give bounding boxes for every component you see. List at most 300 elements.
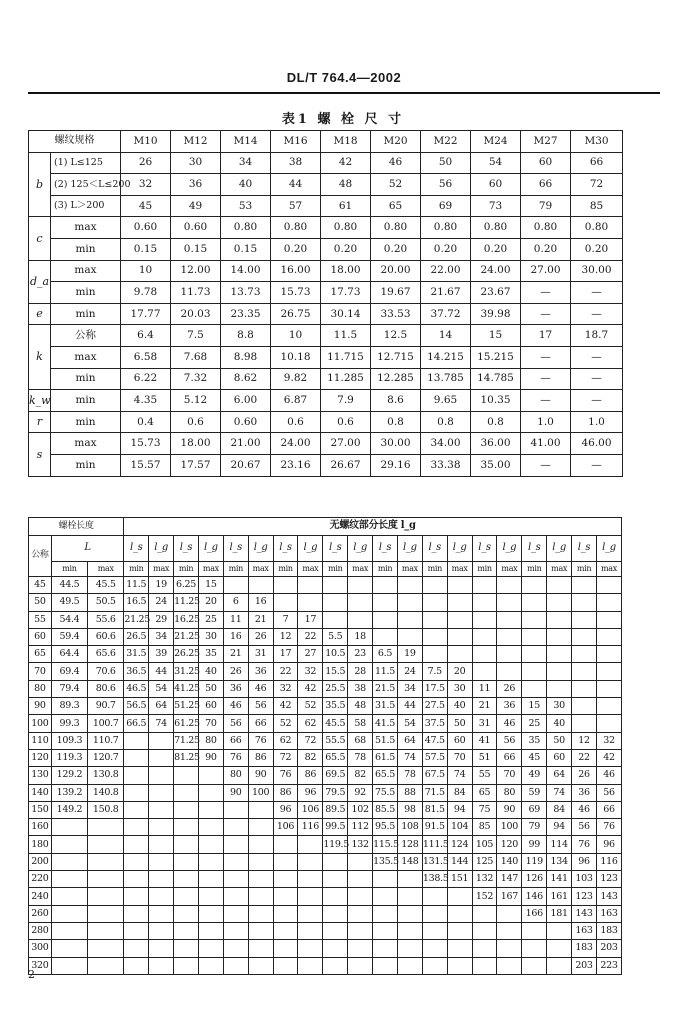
length-value [547, 577, 572, 594]
length-value: 46 [223, 698, 248, 715]
length-value: 57.5 [422, 749, 447, 766]
length-value: 29 [149, 611, 174, 628]
length-value: 123 [596, 871, 621, 888]
lg-label: l_g [149, 536, 174, 562]
length-value [422, 577, 447, 594]
length-value [124, 905, 149, 922]
dim-value: 21.67 [421, 282, 471, 304]
dim-value: 54 [471, 152, 521, 174]
length-value: 138.5 [422, 871, 447, 888]
length-value: 59.4 [51, 628, 87, 645]
length-value [323, 888, 348, 905]
nominal-length: 200 [29, 853, 52, 870]
dim-value: 12.285 [371, 368, 421, 390]
length-value [248, 922, 273, 939]
dim-value: 0.80 [421, 217, 471, 239]
length-value: 56 [572, 819, 597, 836]
length-value: 5.5 [323, 628, 348, 645]
length-value [397, 628, 422, 645]
length-value: 203 [572, 957, 597, 974]
length-value: 109.3 [51, 732, 87, 749]
length-value: 25.5 [323, 680, 348, 697]
length-value: 147 [497, 871, 522, 888]
length-value: 81.5 [422, 801, 447, 818]
length-value [198, 819, 223, 836]
lg-label: l_g [596, 536, 621, 562]
dim-value: 0.60 [171, 217, 221, 239]
length-value [323, 611, 348, 628]
length-value: 143 [572, 905, 597, 922]
length-value [547, 628, 572, 645]
dim-value: 65 [371, 195, 421, 217]
length-value: 22 [572, 749, 597, 766]
dim-value: 0.80 [321, 217, 371, 239]
param-qualifier: max [51, 346, 121, 368]
max-label: max [497, 562, 522, 577]
nominal-length: 50 [29, 594, 52, 611]
length-value [149, 922, 174, 939]
length-value [547, 594, 572, 611]
length-value: 38 [348, 680, 373, 697]
length-value [397, 922, 422, 939]
length-value: 11.5 [373, 663, 398, 680]
max-label: max [547, 562, 572, 577]
length-value [572, 680, 597, 697]
spec-label: 螺纹规格 [29, 131, 121, 153]
dim-value: 15 [471, 325, 521, 347]
length-value: 99.3 [51, 715, 87, 732]
length-value: 150.8 [88, 801, 124, 818]
length-value [273, 957, 298, 974]
length-value: 25 [198, 611, 223, 628]
length-value: 12 [572, 732, 597, 749]
length-value: 86 [298, 767, 323, 784]
length-value: 49.5 [51, 594, 87, 611]
length-value [422, 628, 447, 645]
length-value: 70 [198, 715, 223, 732]
length-value [198, 940, 223, 957]
length-value [124, 732, 149, 749]
length-value: 55 [472, 767, 497, 784]
length-value [572, 698, 597, 715]
length-value: 45.5 [323, 715, 348, 732]
length-value [198, 922, 223, 939]
length-value [397, 871, 422, 888]
dim-value: 24.00 [271, 433, 321, 455]
dim-value: 45 [121, 195, 171, 217]
length-value: 15 [522, 698, 547, 715]
length-value [149, 940, 174, 957]
ls-label: l_s [174, 536, 199, 562]
length-value: 11.5 [124, 577, 149, 594]
length-row [29, 819, 622, 836]
dim-value: 14 [421, 325, 471, 347]
length-value [174, 922, 199, 939]
length-value: 54.4 [51, 611, 87, 628]
length-value: 64 [547, 767, 572, 784]
length-value: 75.5 [373, 784, 398, 801]
length-value: 90 [198, 749, 223, 766]
ls-label: l_s [223, 536, 248, 562]
length-value: 54 [149, 680, 174, 697]
length-value: 46 [248, 680, 273, 697]
length-value: 65.5 [373, 767, 398, 784]
length-value: 129.2 [51, 767, 87, 784]
length-value [88, 940, 124, 957]
size-header: M16 [271, 131, 321, 153]
dim-value: 8.98 [221, 346, 271, 368]
length-value: 56 [497, 732, 522, 749]
dim-value: 69 [421, 195, 471, 217]
length-value [596, 577, 621, 594]
max-label: max [248, 562, 273, 577]
length-value: 45.5 [88, 577, 124, 594]
dim-value: 35.00 [471, 454, 521, 476]
length-row [29, 680, 622, 697]
min-label: min [273, 562, 298, 577]
length-value [149, 836, 174, 853]
length-value: 82 [298, 749, 323, 766]
dim-value: 56 [421, 174, 471, 196]
length-value: 7 [273, 611, 298, 628]
dim-value: 10.35 [471, 390, 521, 412]
size-header: M22 [421, 131, 471, 153]
length-value [348, 905, 373, 922]
length-value: 58 [348, 715, 373, 732]
dim-value: 5.12 [171, 390, 221, 412]
length-value: 76 [273, 767, 298, 784]
length-value: 26 [497, 680, 522, 697]
length-value: 139.2 [51, 784, 87, 801]
length-value [472, 957, 497, 974]
length-value: 66 [248, 715, 273, 732]
dim-value: 9.82 [271, 368, 321, 390]
length-value: 31.5 [124, 646, 149, 663]
length-value [373, 594, 398, 611]
length-value: 64 [397, 732, 422, 749]
nominal-length: 45 [29, 577, 52, 594]
dim-row [29, 390, 623, 412]
dim-value: 14.215 [421, 346, 471, 368]
length-value: 74 [547, 784, 572, 801]
length-value [51, 888, 87, 905]
length-value: 92 [348, 784, 373, 801]
nominal-length: 180 [29, 836, 52, 853]
length-value: 66 [223, 732, 248, 749]
dim-row [29, 195, 623, 217]
length-value: 30 [198, 628, 223, 645]
dim-row [29, 325, 623, 347]
length-value: 124 [447, 836, 472, 853]
length-value: 111.5 [422, 836, 447, 853]
length-value: 85.5 [373, 801, 398, 818]
max-label: max [348, 562, 373, 577]
dim-value: 33.53 [371, 303, 421, 325]
length-value [51, 957, 87, 974]
length-value [198, 836, 223, 853]
nominal-length: 100 [29, 715, 52, 732]
dim-value: 0.60 [121, 217, 171, 239]
length-value [298, 594, 323, 611]
dim-row [29, 174, 623, 196]
length-value: 42 [298, 680, 323, 697]
length-value: 135.5 [373, 853, 398, 870]
length-value [273, 940, 298, 957]
length-value: 90 [497, 801, 522, 818]
param-symbol: s [29, 433, 51, 476]
length-value: 128 [397, 836, 422, 853]
nominal-length: 120 [29, 749, 52, 766]
L-label: L [51, 536, 124, 562]
length-value [447, 628, 472, 645]
length-value [198, 905, 223, 922]
dim-value: — [571, 390, 623, 412]
dim-value: 15.73 [271, 282, 321, 304]
lg-label: l_g [248, 536, 273, 562]
length-value: 66.5 [124, 715, 149, 732]
length-value [149, 871, 174, 888]
length-value: 140 [497, 853, 522, 870]
length-value: 99 [522, 836, 547, 853]
length-value: 25 [522, 715, 547, 732]
length-value: 76 [223, 749, 248, 766]
length-row [29, 646, 622, 663]
length-value: 52 [273, 715, 298, 732]
length-value [124, 784, 149, 801]
length-value: 183 [572, 940, 597, 957]
length-value: 18 [348, 628, 373, 645]
length-value: 40 [447, 698, 472, 715]
length-value [223, 888, 248, 905]
param-qualifier: max [51, 433, 121, 455]
length-value: 61.5 [373, 749, 398, 766]
length-value: 36 [248, 663, 273, 680]
dim-value: 73 [471, 195, 521, 217]
length-value: 123 [572, 888, 597, 905]
length-value [397, 611, 422, 628]
dim-value: 15.215 [471, 346, 521, 368]
length-value: 71.25 [174, 732, 199, 749]
length-value [273, 836, 298, 853]
length-value [572, 715, 597, 732]
length-row [29, 732, 622, 749]
dim-value: 72 [571, 174, 623, 196]
length-value: 45 [522, 749, 547, 766]
nominal-length: 300 [29, 940, 52, 957]
length-value: 96 [572, 853, 597, 870]
lg-label: l_g [348, 536, 373, 562]
length-value [596, 628, 621, 645]
length-value [522, 957, 547, 974]
length-value [596, 594, 621, 611]
length-value: 125 [472, 853, 497, 870]
dim-value: 36 [171, 174, 221, 196]
length-row [29, 698, 622, 715]
length-value [88, 871, 124, 888]
dim-value: — [571, 282, 623, 304]
dim-value: — [521, 368, 571, 390]
dim-value: 0.6 [171, 411, 221, 433]
length-value [373, 577, 398, 594]
dim-value: 17 [521, 325, 571, 347]
length-value: 40 [547, 715, 572, 732]
length-value: 21 [248, 611, 273, 628]
length-value [547, 680, 572, 697]
dim-value: 12.5 [371, 325, 421, 347]
length-value [198, 957, 223, 974]
length-value: 50.5 [88, 594, 124, 611]
dim-value: 49 [171, 195, 221, 217]
unthreaded-length-label: 无螺纹部分长度 l_g [124, 518, 622, 536]
param-symbol: d_a [29, 260, 51, 303]
length-value: 94 [447, 801, 472, 818]
dim-value: 11.5 [321, 325, 371, 347]
length-value [522, 646, 547, 663]
length-value [124, 871, 149, 888]
length-value [124, 767, 149, 784]
length-value [174, 905, 199, 922]
dim-value: 27.00 [521, 260, 571, 282]
dim-value: 0.15 [221, 238, 271, 260]
length-value [298, 871, 323, 888]
dim-value: 0.20 [421, 238, 471, 260]
length-value: 16.5 [124, 594, 149, 611]
dim-value: 7.9 [321, 390, 371, 412]
dim-value: 66 [521, 174, 571, 196]
length-value [497, 922, 522, 939]
length-value: 12 [273, 628, 298, 645]
length-value: 114 [547, 836, 572, 853]
length-value [223, 853, 248, 870]
dim-value: 23.16 [271, 454, 321, 476]
length-value [298, 853, 323, 870]
dim-value: 46 [371, 152, 421, 174]
dim-value: 4.35 [121, 390, 171, 412]
bolt-dimension-table [28, 130, 623, 477]
dim-row [29, 368, 623, 390]
length-value: 16 [223, 628, 248, 645]
length-value [298, 577, 323, 594]
length-value: 86 [248, 749, 273, 766]
length-value [596, 663, 621, 680]
length-value [547, 922, 572, 939]
length-value: 11 [472, 680, 497, 697]
length-value: 72 [298, 732, 323, 749]
dim-value: 85 [571, 195, 623, 217]
length-value [447, 957, 472, 974]
dim-row [29, 433, 623, 455]
length-value: 72 [273, 749, 298, 766]
length-value [124, 853, 149, 870]
length-value [273, 922, 298, 939]
length-value: 89.5 [323, 801, 348, 818]
ls-label: l_s [323, 536, 348, 562]
dim-value: 6.87 [271, 390, 321, 412]
length-value: 90 [248, 767, 273, 784]
length-value [298, 905, 323, 922]
length-value: 76 [572, 836, 597, 853]
length-value: 36 [572, 784, 597, 801]
nominal-length: 140 [29, 784, 52, 801]
length-value [522, 680, 547, 697]
length-row [29, 801, 622, 818]
length-value: 55.5 [323, 732, 348, 749]
dim-row [29, 260, 623, 282]
length-value: 106 [298, 801, 323, 818]
length-value: 31.25 [174, 663, 199, 680]
length-value: 36.5 [124, 663, 149, 680]
length-value [547, 663, 572, 680]
length-value: 84 [447, 784, 472, 801]
bolt-length-label: 螺栓长度 [29, 518, 124, 536]
dim-value: 6.00 [221, 390, 271, 412]
length-value [572, 663, 597, 680]
length-value: 49 [522, 767, 547, 784]
dim-value: 66 [571, 152, 623, 174]
dim-value: 26.75 [271, 303, 321, 325]
dim-value: 0.60 [221, 411, 271, 433]
min-label: min [472, 562, 497, 577]
table-title: 表1 螺 栓 尺 寸 [281, 112, 405, 127]
length-value: 59 [522, 784, 547, 801]
dim-value: 38 [271, 152, 321, 174]
length-value: 110.7 [88, 732, 124, 749]
length-value: 51 [472, 749, 497, 766]
length-value: 66 [497, 749, 522, 766]
length-value: 181 [547, 905, 572, 922]
dim-value: 8.62 [221, 368, 271, 390]
length-value: 70 [497, 767, 522, 784]
param-qualifier: max [51, 260, 121, 282]
length-value [124, 940, 149, 957]
dim-value: 42 [321, 152, 371, 174]
length-value: 60 [198, 698, 223, 715]
length-row [29, 957, 622, 974]
length-value [149, 749, 174, 766]
param-qualifier: min [51, 454, 121, 476]
length-value [298, 888, 323, 905]
length-value [51, 871, 87, 888]
dim-value: 13.785 [421, 368, 471, 390]
length-value [88, 905, 124, 922]
length-value [174, 871, 199, 888]
length-value: 65 [472, 784, 497, 801]
dim-value: 10 [121, 260, 171, 282]
dim-value: 20.00 [371, 260, 421, 282]
size-header: M10 [121, 131, 171, 153]
length-value: 47.5 [422, 732, 447, 749]
nominal-length: 280 [29, 922, 52, 939]
length-value: 51.5 [373, 732, 398, 749]
dim-value: 79 [521, 195, 571, 217]
dim-value: 37.72 [421, 303, 471, 325]
dim-value: — [521, 390, 571, 412]
length-value: 60 [447, 732, 472, 749]
dim-value: 6.4 [121, 325, 171, 347]
length-value [522, 922, 547, 939]
dim-value: 9.78 [121, 282, 171, 304]
length-value: 84 [547, 801, 572, 818]
length-header-row [29, 536, 622, 562]
length-value [149, 957, 174, 974]
length-value: 30 [547, 698, 572, 715]
nominal-length: 70 [29, 663, 52, 680]
lg-label: l_g [397, 536, 422, 562]
length-value: 6.25 [174, 577, 199, 594]
dim-value: 1.0 [521, 411, 571, 433]
dim-row [29, 454, 623, 476]
length-value [298, 836, 323, 853]
